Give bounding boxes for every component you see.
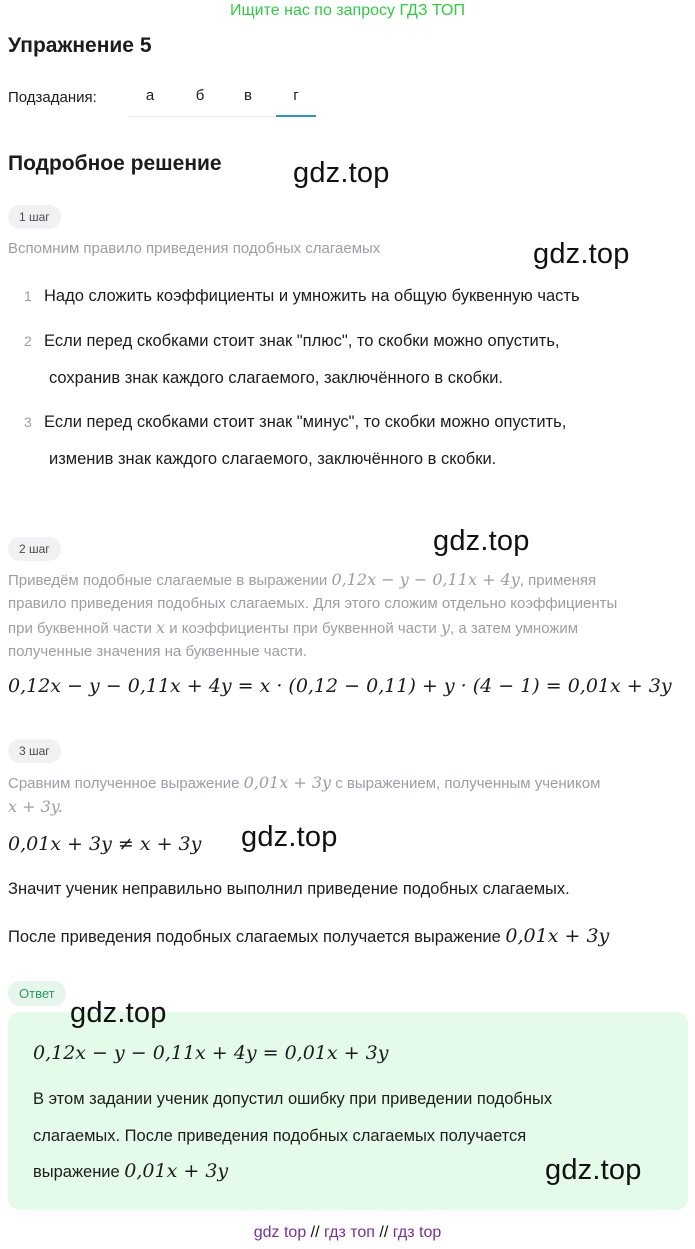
list-item-text: Если перед скобками стоит знак "плюс", то скобки можно опустить, xyxy=(44,332,560,350)
solution-heading: Подробное решение xyxy=(8,152,222,175)
inline-expression: 0,12x − y − 0,11x + 4y xyxy=(331,570,520,589)
answer-text: выражение xyxy=(33,1163,120,1181)
watermark: gdz.top xyxy=(293,157,390,189)
answer-line xyxy=(33,1160,228,1182)
step-text: и коэффициенты при буквенной части xyxy=(169,620,437,637)
list-item-text: изменив знак каждого слагаемого, заключённого в скобки. xyxy=(49,450,497,468)
watermark: gdz.top xyxy=(533,238,630,270)
step-text: с выражением, полученным учеником xyxy=(335,775,601,792)
step-text: при буквенной части xyxy=(8,620,152,637)
answer-text: слагаемых. После приведения подобных слагаемых получается xyxy=(33,1127,527,1145)
list-item-text: Если перед скобками стоит знак "минус", то скобки можно опустить, xyxy=(44,413,567,431)
step-badge: 2 шаг xyxy=(8,537,61,561)
list-item-text: сохранив знак каждого слагаемого, заключённого в скобки. xyxy=(49,369,503,387)
list-item-text: Надо сложить коэффициенты и умножить на общую буквенную часть xyxy=(44,287,580,305)
step-text: , применяя xyxy=(519,572,597,589)
result-text: После приведения подобных слагаемых получается выражение xyxy=(8,928,501,946)
step-text: правило приведения подобных слагаемых. Для этого сложим отдельно коэффициенты xyxy=(8,595,618,612)
search-banner: Ищите нас по запросу ГДЗ ТОП xyxy=(230,2,465,19)
equation: 0,12x − y − 0,11x + 4y = x · (0,12 − 0,11) + y · (4 − 1) = 0,01x + 3y xyxy=(8,675,672,697)
answer-text: В этом задании ученик допустил ошибку при приведении подобных xyxy=(33,1090,553,1108)
watermark: gdz.top xyxy=(545,1154,642,1186)
list-number: 3 xyxy=(24,414,32,430)
step-text-line xyxy=(8,771,600,796)
list-number: 1 xyxy=(24,288,32,304)
step-badge: 3 шаг xyxy=(8,739,61,763)
watermark: gdz.top xyxy=(433,525,530,557)
tab-g[interactable]: г xyxy=(276,80,316,117)
inline-expression: 0,01x + 3y xyxy=(243,773,332,792)
answer-expression: 0,01x + 3y xyxy=(124,1160,229,1182)
result-line xyxy=(8,925,609,947)
page-title: Упражнение 5 xyxy=(8,34,152,57)
step-text: Сравним полученное выражение xyxy=(8,775,240,792)
inline-variable: y xyxy=(440,618,451,637)
watermark: gdz.top xyxy=(241,821,338,853)
watermark: gdz.top xyxy=(70,997,167,1029)
tab-v[interactable]: в xyxy=(244,87,252,104)
list-number: 2 xyxy=(24,333,32,349)
subtasks-label: Подзадания: xyxy=(8,89,97,106)
tab-b[interactable]: б xyxy=(195,87,205,104)
answer-equation: 0,12x − y − 0,11x + 4y = 0,01x + 3y xyxy=(33,1042,389,1064)
footer-link[interactable]: gdz top xyxy=(253,1224,307,1241)
answer-badge: Ответ xyxy=(8,981,66,1006)
step-text: , а затем умножим xyxy=(450,620,579,637)
step-text-line xyxy=(8,568,596,593)
step-intro: Вспомним правило приведения подобных слагаемых xyxy=(8,240,381,257)
tab-a[interactable]: а xyxy=(145,87,155,104)
step-badge: 1 шаг xyxy=(8,205,61,229)
step-text: Приведём подобные слагаемые в выражении xyxy=(8,572,328,589)
step-text-line xyxy=(8,616,578,641)
footer-separator: // xyxy=(379,1224,389,1241)
equation: 0,01x + 3y ≠ x + 3y xyxy=(8,833,202,855)
inline-expression: x + 3y. xyxy=(8,797,63,816)
footer-links xyxy=(0,1224,695,1242)
inline-variable: x xyxy=(156,618,166,637)
result-expression: 0,01x + 3y xyxy=(505,925,610,947)
conclusion-text: Значит ученик неправильно выполнил приведение подобных слагаемых. xyxy=(8,880,570,898)
footer-link[interactable]: гдз топ xyxy=(324,1224,375,1241)
step-text: полученные значения на буквенные части. xyxy=(8,643,307,660)
footer-link[interactable]: гдз top xyxy=(392,1224,442,1241)
subtasks-tabs xyxy=(128,80,317,117)
footer-separator: // xyxy=(310,1224,320,1241)
